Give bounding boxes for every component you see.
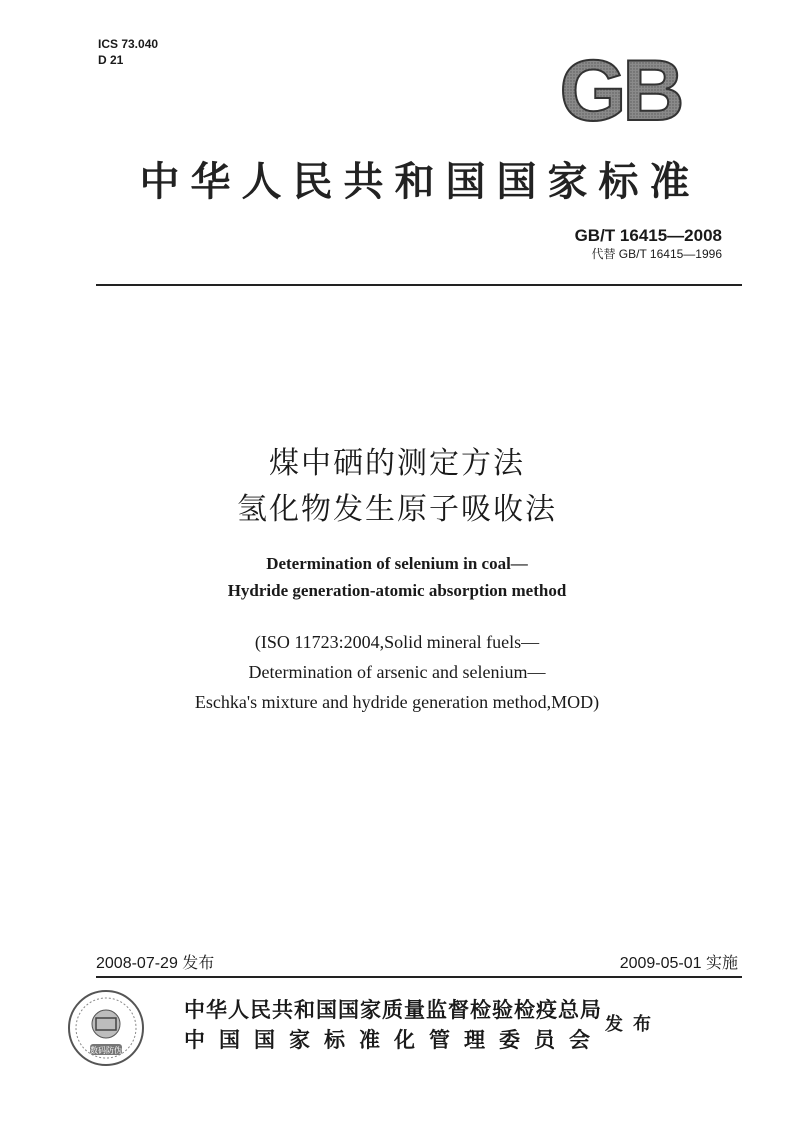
en-title-line2: Hydride generation-atomic absorption method <box>227 581 567 600</box>
cn-title-line2: 氢化物发生原子吸收法 <box>237 492 557 527</box>
iso-reference-line3: Eschka's mixture and hydride generation method,MOD) <box>194 692 600 712</box>
iso-reference-line1: (ISO 11723:2004,Solid mineral fuels— <box>254 632 540 652</box>
classification-codes <box>98 36 158 68</box>
ccs-code: D 21 <box>98 53 124 67</box>
gb-logo-text: GB <box>559 50 681 126</box>
cn-title-line1: 煤中硒的测定方法 <box>269 446 525 481</box>
iso-reference-line2: Determination of arsenic and selenium— <box>248 662 546 682</box>
national-standard-title: 中华人民共和国国家标准 <box>139 159 701 205</box>
publisher-aqsiq: 中华人民共和国国家质量监督检验检疫总局 <box>184 998 602 1022</box>
seal-label: 数码防伪 <box>90 1046 122 1055</box>
publisher-sac: 中国国家标准化管理委员会 <box>184 1028 604 1052</box>
issued-label: 发布 <box>605 1014 661 1035</box>
top-divider <box>96 284 742 286</box>
bottom-divider <box>96 976 742 978</box>
ics-code: ICS 73.040 <box>98 37 159 51</box>
publish-date: 2008-07-29 发布 <box>96 955 215 972</box>
standard-number-block <box>575 226 722 262</box>
en-title-line1: Determination of selenium in coal— <box>266 554 528 573</box>
gb-logo <box>540 50 700 126</box>
replaces-standard: 代替 GB/T 16415—1996 <box>591 247 722 261</box>
standard-number: GB/T 16415—2008 <box>574 226 722 245</box>
anti-counterfeit-seal-icon <box>66 988 146 1068</box>
effective-date: 2009-05-01 实施 <box>619 955 738 972</box>
